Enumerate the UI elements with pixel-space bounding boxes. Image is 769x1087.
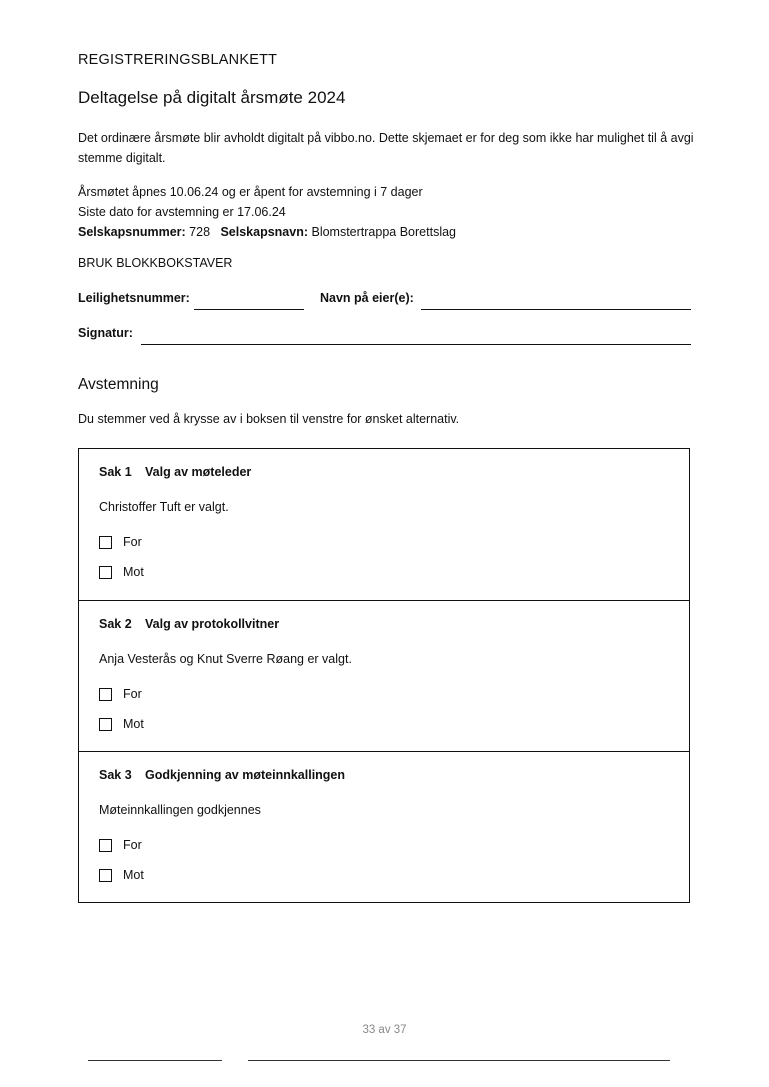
voting-table [78, 448, 690, 903]
agenda-item [79, 449, 689, 600]
company-name-value: Blomstertrappa Borettslag [311, 225, 456, 239]
agenda-item-number: Sak 3 [99, 768, 132, 782]
agenda-item-text: Anja Vesterås og Knut Sverre Røang er valgt. [99, 652, 352, 666]
agenda-item [79, 751, 689, 902]
vote-for-label: For [123, 838, 142, 852]
agenda-item [79, 600, 689, 751]
footer-divider-left [88, 1060, 222, 1061]
form-type-label: REGISTRERINGSBLANKETT [78, 52, 278, 68]
agenda-item-title: Valg av møteleder [145, 465, 252, 479]
vote-against-label: Mot [123, 717, 144, 731]
apartment-number-label: Leilighetsnummer: [78, 291, 190, 305]
company-number-label: Selskapsnummer: [78, 225, 186, 239]
checkbox-icon[interactable] [99, 566, 112, 579]
signature-field[interactable] [141, 344, 691, 345]
checkbox-icon[interactable] [99, 869, 112, 882]
block-letters-note: BRUK BLOKKBOKSTAVER [78, 256, 233, 270]
vote-for-option[interactable] [99, 686, 142, 702]
agenda-item-heading [99, 617, 279, 631]
company-number-value: 728 [189, 225, 211, 239]
vote-against-option[interactable] [99, 564, 144, 580]
voting-instructions: Du stemmer ved å krysse av i boksen til venstre for ønsket alternativ. [78, 412, 460, 426]
agenda-item-text: Christoffer Tuft er valgt. [99, 500, 229, 514]
agenda-item-text: Møteinnkallingen godkjennes [99, 803, 261, 817]
page-title: Deltagelse på digitalt årsmøte 2024 [78, 88, 346, 107]
signature-label: Signatur: [78, 326, 133, 340]
owner-name-field[interactable] [421, 309, 691, 310]
owner-name-label: Navn på eier(e): [320, 291, 414, 305]
agenda-item-heading [99, 768, 345, 782]
vote-against-label: Mot [123, 565, 144, 579]
checkbox-icon[interactable] [99, 536, 112, 549]
footer-divider-right [248, 1060, 670, 1061]
agenda-item-heading [99, 465, 251, 479]
vote-for-option[interactable] [99, 534, 142, 550]
voting-deadline-text: Siste dato for avstemning er 17.06.24 [78, 205, 286, 219]
checkbox-icon[interactable] [99, 718, 112, 731]
vote-against-option[interactable] [99, 716, 144, 732]
intro-text: Det ordinære årsmøte blir avholdt digitalt på vibbo.no. Dette skjemaet er for deg som ikke har mulighet til å avgi stemme digitalt. [78, 131, 694, 165]
vote-for-label: For [123, 535, 142, 549]
vote-against-label: Mot [123, 868, 144, 882]
vote-for-option[interactable] [99, 837, 142, 853]
meeting-info [78, 182, 456, 242]
vote-against-option[interactable] [99, 867, 144, 883]
agenda-item-number: Sak 1 [99, 465, 132, 479]
agenda-item-title: Godkjenning av møteinnkallingen [145, 768, 346, 782]
company-name-label: Selskapsnavn: [220, 225, 308, 239]
vote-for-label: For [123, 687, 142, 701]
page-number: 33 av 37 [362, 1024, 407, 1036]
meeting-opening-text: Årsmøtet åpnes 10.06.24 og er åpent for avstemning i 7 dager [78, 185, 423, 199]
voting-section-title: Avstemning [78, 376, 159, 393]
agenda-item-number: Sak 2 [99, 617, 132, 631]
checkbox-icon[interactable] [99, 688, 112, 701]
agenda-item-title: Valg av protokollvitner [145, 617, 280, 631]
checkbox-icon[interactable] [99, 839, 112, 852]
apartment-number-field[interactable] [194, 309, 304, 310]
company-info-line [78, 222, 456, 242]
